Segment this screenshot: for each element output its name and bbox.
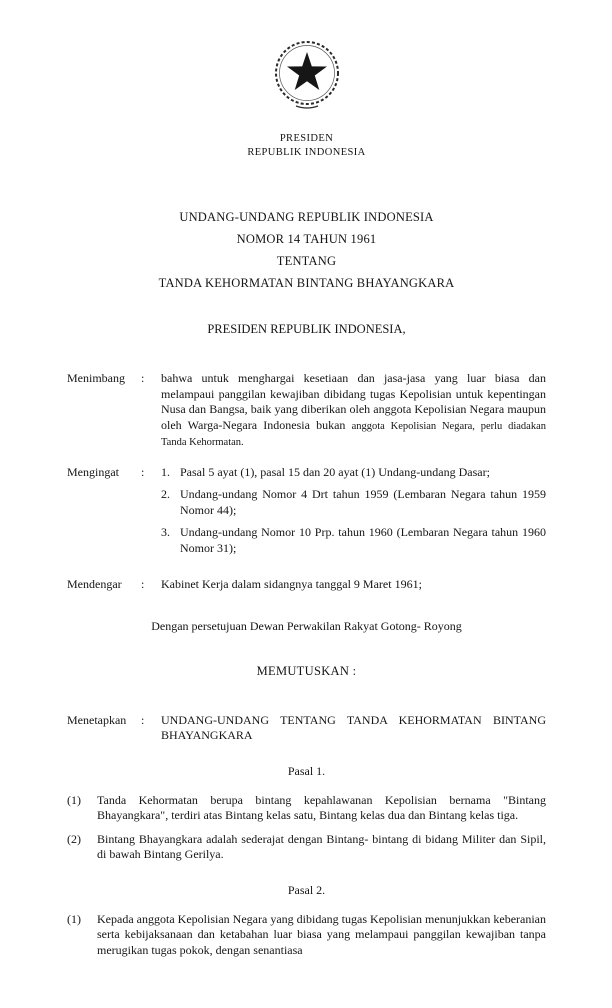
list-item — [161, 465, 546, 481]
list-item — [161, 525, 546, 556]
item-number: (1) — [67, 792, 81, 807]
article-pasal-2 — [67, 883, 546, 959]
item-number: 2. — [161, 487, 170, 501]
decision-heading: MEMUTUSKAN : — [256, 663, 357, 678]
preamble-clauses — [67, 371, 546, 593]
agreement-line: Dengan persetujuan Dewan Perwakilan Rakyat Gotong- Royong — [151, 618, 462, 633]
star-emblem-icon — [268, 36, 346, 114]
clause-colon: : — [141, 371, 145, 385]
clause-label: Mendengar — [67, 577, 122, 591]
article-item — [67, 912, 546, 959]
clause-label: Menimbang — [67, 371, 125, 385]
item-number: 3. — [161, 525, 170, 539]
document-title — [67, 206, 546, 294]
title-line1: UNDANG-UNDANG REPUBLIK INDONESIA — [179, 210, 434, 224]
opening-line: PRESIDEN REPUBLIK INDONESIA, — [207, 322, 406, 336]
list-item — [161, 487, 546, 518]
menetapkan-text: UNDANG-UNDANG TENTANG TANDA KEHORMATAN BINTANG BHAYANGKARA — [161, 712, 546, 742]
clause-mengingat — [67, 465, 546, 564]
item-text: Kepada anggota Kepolisian Negara yang dibidang tugas Kepolisian menunjukkan keberanian serta kebijaksanaan dan ketabahan luar biasa yang melampaui panggilan kewajiban tanpa merugikan tugas pokok, dengan senantiasa — [97, 911, 546, 957]
title-line2: NOMOR 14 TAHUN 1961 — [236, 232, 377, 246]
article-pasal-1 — [67, 764, 546, 863]
article-heading: Pasal 1. — [287, 763, 326, 778]
clause-text — [161, 371, 546, 451]
clause-colon: : — [141, 712, 145, 727]
title-line4: TANDA KEHORMATAN BINTANG BHAYANGKARA — [158, 276, 455, 290]
item-text: Undang-undang Nomor 4 Drt tahun 1959 (Lembaran Negara tahun 1959 Nomor 44); — [180, 487, 546, 517]
item-number: (1) — [67, 911, 81, 926]
item-text: Pasal 5 ayat (1), pasal 15 dan 20 ayat (1) Undang-undang Dasar; — [180, 464, 490, 479]
clause-menimbang — [67, 371, 546, 451]
article-item — [67, 832, 546, 863]
clause-colon: : — [141, 464, 145, 479]
item-text: Undang-undang Nomor 10 Prp. tahun 1960 (Lembaran Negara tahun 1960 Nomor 31); — [180, 525, 546, 555]
title-line3: TENTANG — [276, 254, 337, 268]
item-number: (2) — [67, 831, 81, 846]
mendengar-text: Kabinet Kerja dalam sidangnya tanggal 9 Maret 1961; — [161, 577, 422, 591]
clause-menetapkan — [67, 713, 546, 744]
article-heading: Pasal 2. — [287, 882, 326, 897]
letterhead — [67, 132, 546, 160]
letterhead-line1: PRESIDEN — [279, 133, 334, 144]
clause-label: Mengingat — [67, 464, 119, 479]
item-text: Tanda Kehormatan berupa bintang kepahlawanan Kepolisian bernama "Bintang Bhayangkara", terdiri atas Bintang kelas satu, Bintang kelas dua dan Bintang kelas tiga. — [97, 792, 546, 822]
presidential-emblem — [67, 36, 546, 119]
clause-label: Menetapkan — [67, 712, 127, 727]
menimbang-text: bahwa untuk menghargai kesetiaan dan jasa-jasa yang luar biasa dan melampaui panggilan kewajiban dibidang tugas Kepolisian untuk kepentingan Nusa dan Bangsa, baik yang diberikan oleh anggota Kepolisian Negara maupun oleh Warga-Negara Indonesia bukan — [161, 371, 546, 432]
clause-colon: : — [141, 577, 145, 591]
item-text: Bintang Bhayangkara adalah sederajat dengan Bintang- bintang di bidang Militer dan Sipil, di bawah Bintang Gerilya. — [97, 831, 546, 861]
letterhead-line2: REPUBLIK INDONESIA — [247, 147, 366, 158]
item-number: 1. — [161, 464, 170, 479]
clause-mendengar — [67, 577, 546, 593]
article-item — [67, 793, 546, 824]
menimbang-text-small: anggota Kepolisian Negara, perlu diadakan Tanda Kehormatan. — [161, 420, 546, 448]
clause-text — [161, 465, 546, 564]
